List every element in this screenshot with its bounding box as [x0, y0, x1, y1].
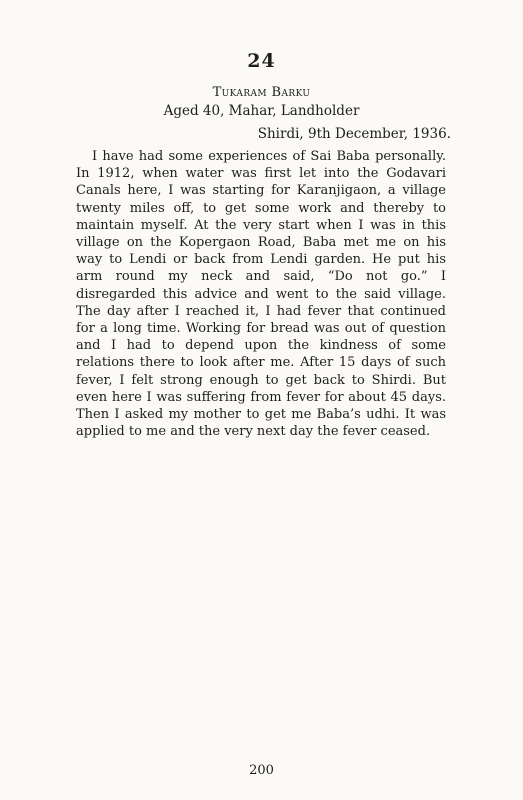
place-date: Shirdi, 9th December, 1936.: [257, 126, 451, 142]
author-info: Aged 40, Mahar, Landholder: [163, 103, 360, 119]
chapter-number: 24: [247, 50, 276, 72]
body-paragraph: I have had some experiences of Sai Baba personally. In 1912, when water was first let into the Godavari Canals here, I was starting for Karanjigaon, a village twenty miles off, to get some work and thereby to maintain myself. At the very start when I was in this village on the Kopergaon Road, Baba met me on his way to Lendi or back from Lendi garden. He put his arm round my neck and said, “Do not go.” I disregarded this advice and went to the said village. The day after I reached it, I had fever that continued for a long time. Working for bread was out of question and I had to depend upon the kindness of some relations there to look after me. After 15 days of such fever, I felt strong enough to get back to Shirdi. But even here I was suffering from fever for about 45 days. Then I asked my mother to get me Baba’s udhi. It was applied to me and the very next day the fever ceased.: [76, 149, 446, 440]
author-name: Tukaram Barku: [212, 85, 311, 100]
page-number: 200: [249, 763, 274, 778]
